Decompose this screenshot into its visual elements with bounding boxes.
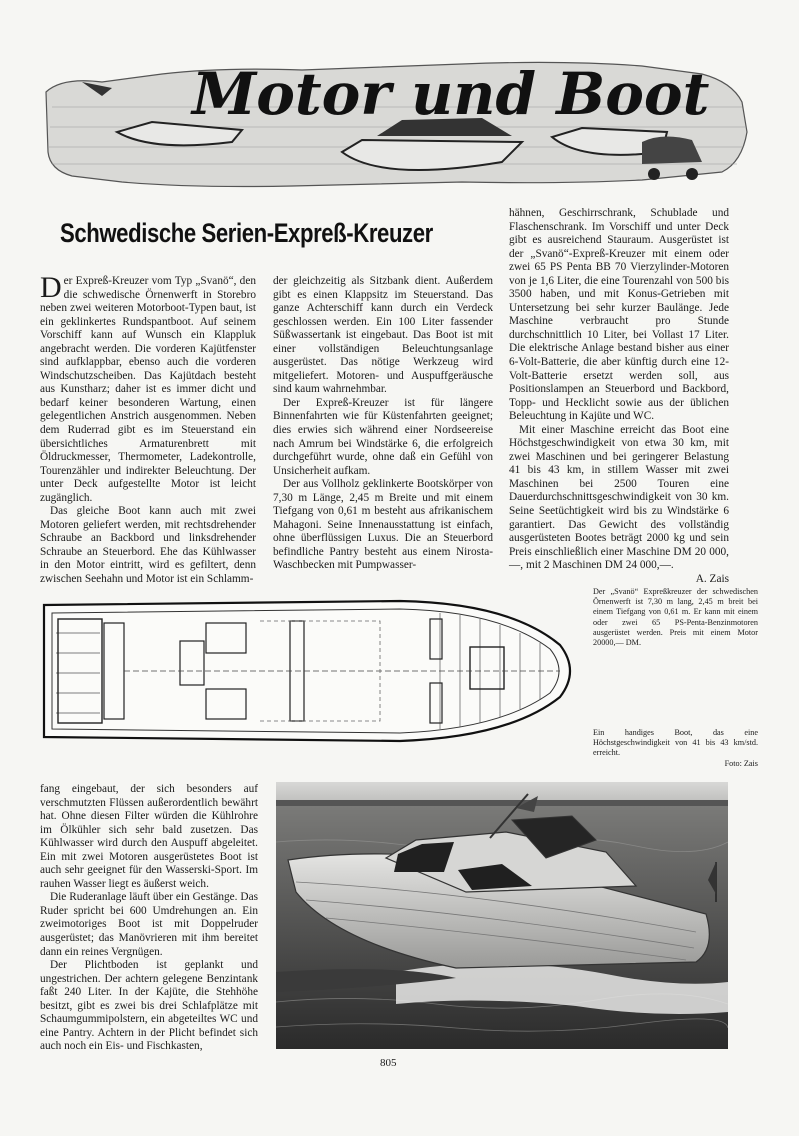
col1-paragraph-1: er Expreß-Kreuzer vom Typ „Svanö“, den die schwedische Örnenwerft in Storebro neben zwei weiteren Motorboot-Typen baut, ist ein geklinkertes Rundspantboot. Auf seinem Vorschiff kann auf Wunsch ein Klappluk angebracht werden. Die vorderen Kajütfenster sind aufklappbar, ebenso auch die vorderen Windschutzscheiben. Das Kajütdach besteht aus Kunstharz; daher ist es immer dicht und bedarf keiner besonderen Wartung, einen gelegentlichen Anstrich ausgenommen. Neben dem Ruderrad gibt es im Steuerstand ein übersichtliches Armaturenbrett mit Öldruckmesser, Thermometer, Ladekontrolle, Tourenzähler und indirekter Beleuchtung. Der unter Deck aufgestellte Motor ist leicht zugänglich. [40, 275, 256, 504]
boats-illustration-banner-icon [42, 52, 756, 192]
col2-paragraph-1: der gleichzeitig als Sitzbank dient. Außerdem gibt es einen Klappsitz im Steuerstand. Das ganze Achterschiff kann durch ein Verdeck geschlossen werden. Ein 100 Liter fassender Süßwassertank ist eingebaut. Das Boot ist mit einer vollständigen Beleuchtungsanlage ausgerüstet. Das nötige Werkzeug wird mitgeliefert. Motoren- und Auspuffgeräusche sind kaum wahrnehmbar. [273, 275, 493, 396]
motor-cruiser-photo-icon [276, 782, 728, 1049]
article-title: Schwedische Serien-Expreß-Kreuzer [60, 218, 433, 248]
col4-paragraph-2: Die Ruderanlage läuft über ein Gestänge. Das Ruder spricht bei 600 Umdrehungen an. Ein zweimotoriges Boot ist mit Doppelruder ausgerüstet; das Manövrieren mit ihm bereitet dann ein reines Vergnügen. [40, 891, 258, 958]
column-3 [509, 207, 729, 586]
photo-credit: Foto: Zais [724, 758, 758, 768]
masthead-title: Motor und Boot [192, 60, 710, 128]
masthead-banner [42, 52, 756, 192]
page-number: 805 [380, 1057, 397, 1069]
photo-caption: Ein handiges Boot, das eine Höchstgeschwindigkeit von 41 bis 43 km/std. erreicht. [593, 728, 758, 758]
deck-plan [40, 585, 585, 757]
col2-paragraph-2: Der Expreß-Kreuzer ist für längere Binnenfahrten wie für Küstenfahrten geeignet; dies erwies sich während einer Nordseereise nach Amrum bei Windstärke 6, die erfolgreich durchgeführt wurde, ohne daß ein Gefühl von Unsicherheit aufkam. [273, 396, 493, 477]
drop-cap: D [40, 271, 62, 304]
col1-paragraph-2: Das gleiche Boot kann auch mit zwei Motoren geliefert werden, mit rechtsdrehender Schraube an Backbord und linksdrehender Schraube an Steuerbord. Ehe das Kühlwasser in den Motor eintritt, wird es gefiltert, denn zwischen Seehahn und Motor ist ein Schlamm- [40, 505, 256, 586]
author: A. Zais [695, 572, 729, 585]
col3-paragraph-1: hähnen, Geschirrschrank, Schublade und Flaschenschrank. Im Vorschiff und unter Deck gibt es ausreichend Stauraum. Ausgerüstet ist der „Svanö“-Expreß-Kreuzer mit einem oder zwei 65 PS Penta BB 70 Vierzylinder-Motoren von je 1,6 Liter, die eine Tourenzahl von 500 bis 3500 haben, und mit Konus-Getrieben mit Untersetzung bei sehr kurzer Baulänge. Jede Maschine verbraucht pro Stunde durchschnittlich 10 Liter, bei Vollast 17 Liter. Die elektrische Anlage bestand bisher aus einer 6-Volt-Batterie, die aber künftig durch eine 12-Volt-Batterie ersetzt werden soll, aus Positionslampen an Steuerbord und Backbord, Topp- und Hecklicht sowie aus der üblichen Beleuchtung in Kajüte und WC. [509, 207, 729, 423]
boat-photo [276, 782, 728, 1049]
column-2 [273, 275, 493, 573]
column-4 [40, 783, 258, 1054]
plan-caption: Der „Svanö“ Expreßkreuzer der schwedischen Örnenwerft ist 7,30 m lang, 2,45 m breit bei einem Tiefgang von 0,61 m. Er kann mit einem oder zwei 65 PS-Penta-Benzinmotoren ausgerüstet werden. Preis mit einem Motor 20000,— DM. [593, 587, 758, 648]
col4-paragraph-1: fang eingebaut, der sich besonders auf verschmutzten Flüssen außerordentlich bewährt hat. Ohne diesen Filter würden die Kühlrohre im Ölkühler sich sehr bald zusetzen. Das Kühlwasser wird durch den Auspuff abgeleitet. Ein mit zwei Motoren ausgerüstetes Boot ist auch sehr geeignet für den Wasserski-Sport. Im rauhen Wasser liegt es äußerst weich. [40, 783, 258, 890]
col4-paragraph-3: Der Plichtboden ist geplankt und ungestrichen. Der achtern gelegene Benzintank faßt 240 Liter. In der Kajüte, die Stehhöhe besitzt, gibt es zwei bis drei Schlafplätze mit Schaumgummipolstern, ein abgeteiltes WC und eine Pantry. Achtern in der Plicht befindet sich auch noch ein Eis- und Fischkasten, [40, 959, 258, 1053]
col2-paragraph-3: Der aus Vollholz geklinkerte Bootskörper von 7,30 m Länge, 2,45 m Breite und mit einem Tiefgang von 0,61 m besteht aus afrikanischem Mahagoni. Seine Innenausstattung ist einfach, ohne überflüssigen Luxus. Die an Steuerbord befindliche Pantry besteht aus einem Nirosta-Waschbecken mit Pumpwasser- [273, 478, 493, 572]
deck-plan-drawing-icon [40, 585, 585, 757]
col3-paragraph-2: Mit einer Maschine erreicht das Boot eine Höchstgeschwindigkeit von etwa 30 km, mit zwei Maschinen und bei geringerer Belastung 41 bis 43 km, in stillem Wasser mit zwei Maschinen bei 2500 Touren eine Dauerdurchschnittsgeschwindigkeit von 30 km. Seine Seetüchtigkeit wird bis zu Windstärke 6 garantiert. Das Gewicht des vollständig ausgerüsteten Bootes beträgt 2000 kg und sein Preis einschließlich einer Maschine DM 20 000,—, mit 2 Maschinen DM 24 000,—. [509, 423, 729, 572]
photo-caption-block [593, 728, 758, 769]
column-1 [40, 271, 256, 587]
